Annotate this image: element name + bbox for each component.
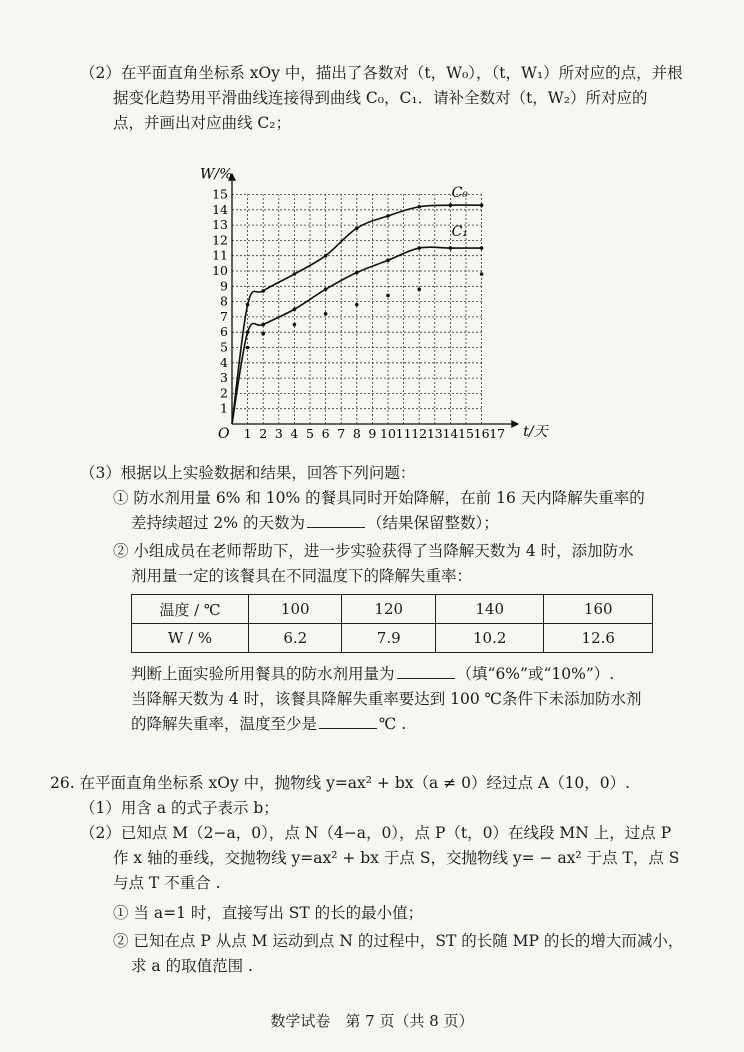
y-tick-label: 5 — [220, 339, 228, 355]
part3-q1a: ① 防水剂用量 6% 和 10% 的餐具同时开始降解，在前 16 天内降解失重率的 — [113, 489, 645, 507]
x-tick-label: 2 — [259, 426, 268, 441]
series-label: C₁ — [451, 224, 468, 241]
series-point-1 — [261, 323, 265, 327]
origin-label: O — [218, 426, 230, 442]
x-tick-label: 12 — [411, 426, 428, 441]
unconnected-point — [480, 272, 484, 276]
x-tick-label: 1 — [243, 426, 252, 441]
series-point-0 — [480, 203, 484, 207]
y-tick-label: 4 — [220, 354, 228, 370]
q26-line8: 求 a 的取值范围 . — [131, 957, 253, 975]
y-tick-label: 6 — [220, 324, 228, 340]
y-axis-label: W/% — [200, 166, 233, 183]
part3-q2a: ② 小组成员在老师帮助下，进一步实验获得了当降解天数为 4 时，添加防水 — [113, 542, 634, 560]
temperature-table — [131, 594, 653, 653]
x-tick-label: 15 — [458, 426, 474, 441]
answer-blank-2[interactable] — [397, 664, 455, 679]
answer-blank-1[interactable] — [307, 513, 365, 528]
y-tick-label: 8 — [220, 293, 228, 309]
x-tick-label: 13 — [426, 426, 443, 441]
x-tick-label: 17 — [489, 426, 506, 441]
series-point-0 — [293, 272, 297, 276]
unconnected-point — [293, 323, 297, 327]
y-tick-label: 10 — [212, 263, 228, 278]
x-tick-label: 6 — [321, 426, 330, 441]
part3-q2c: 判断上面实验所用餐具的防水剂用量为 （填“6%”或“10%”）. — [131, 665, 615, 683]
unconnected-point — [386, 294, 390, 298]
y-tick-label: 14 — [212, 201, 228, 217]
series-point-0 — [355, 226, 359, 230]
x-tick-label: 10 — [380, 426, 396, 441]
chart — [190, 122, 580, 447]
part3-q1b: 差持续超过 2% 的天数为 （结果保留整数）； — [131, 514, 499, 532]
x-tick-label: 9 — [368, 426, 377, 441]
series-point-1 — [449, 246, 453, 250]
series-point-1 — [293, 307, 297, 311]
q26-line4: 作 x 轴的垂线，交抛物线 y=ax² + bx 于点 S，交抛物线 y= − ax² 于点 T，点 S — [113, 849, 680, 867]
unconnected-point — [324, 312, 328, 316]
y-tick-label: 15 — [212, 186, 228, 202]
part3-q2b: 剂用量一定的该餐具在不同温度下的降解失重率： — [131, 567, 473, 585]
q26-line3: （2）已知点 M（2−a，0），点 N（4−a，0），点 P（t，0）在线段 MN 上，过点 P — [80, 824, 672, 842]
q26-line6: ① 当 a=1 时，直接写出 ST 的长的最小值； — [113, 904, 424, 922]
x-tick-label: 8 — [352, 426, 361, 441]
table-row: 温度 / ℃ 100 120 140 160 — [132, 595, 653, 624]
series-point-1 — [246, 330, 250, 334]
y-tick-label: 12 — [212, 232, 228, 248]
x-tick-label: 3 — [274, 426, 283, 441]
unconnected-point — [246, 346, 250, 350]
x-tick-label: 4 — [290, 426, 299, 441]
series-point-0 — [261, 289, 265, 293]
series-point-0 — [449, 203, 453, 207]
unconnected-point — [355, 303, 359, 307]
x-tick-label: 11 — [395, 426, 412, 441]
series-point-0 — [246, 303, 250, 307]
table-row: W / % 6.2 7.9 10.2 12.6 — [132, 624, 653, 653]
answer-blank-3[interactable] — [319, 714, 377, 729]
unconnected-point — [261, 332, 265, 336]
part2-line1: （2）在平面直角坐标系 xOy 中，描出了各数对（t，W₀），（t，W₁）所对应的点，并根 — [80, 64, 683, 82]
y-tick-label: 9 — [220, 278, 228, 294]
q26-line1: 26. 在平面直角坐标系 xOy 中，抛物线 y=ax² + bx（a ≠ 0）经过点 A（10，0）. — [50, 774, 631, 792]
series-point-1 — [480, 246, 484, 250]
part3-line1: （3）根据以上实验数据和结果，回答下列问题： — [80, 464, 416, 482]
x-tick-label: 5 — [306, 426, 314, 441]
part2-line2: 据变化趋势用平滑曲线连接得到曲线 C₀，C₁．请补全数对（t，W₂）所对应的 — [113, 89, 648, 107]
part3-q2e: 的降解失重率，温度至少是 ℃ . — [131, 715, 407, 733]
part2-line3: 点，并画出对应曲线 C₂； — [113, 114, 292, 132]
x-tick-label: 14 — [442, 426, 459, 441]
y-tick-label: 7 — [220, 308, 228, 324]
unconnected-point — [417, 288, 421, 292]
series-point-1 — [417, 246, 421, 250]
q26-line5: 与点 T 不重合 . — [113, 874, 221, 892]
q26-line7: ② 已知在点 P 从点 M 运动到点 N 的过程中，ST 的长随 MP 的长的增大而减小， — [113, 932, 684, 950]
y-tick-label: 2 — [220, 385, 228, 401]
series-point-1 — [355, 271, 359, 275]
series-point-0 — [324, 254, 328, 258]
series-point-1 — [386, 258, 390, 262]
y-tick-label: 1 — [220, 400, 228, 416]
x-axis-label: t/天 — [523, 424, 548, 440]
q26-line2: （1）用含 a 的式子表示 b； — [80, 799, 279, 817]
x-tick-label: 16 — [473, 426, 490, 441]
series-point-0 — [417, 205, 421, 209]
y-tick-label: 13 — [212, 217, 228, 233]
page-footer: 数学试卷 第 7 页（共 8 页） — [270, 1012, 474, 1030]
series-point-0 — [386, 214, 390, 218]
x-axis-arrow — [511, 420, 519, 428]
x-tick-label: 7 — [337, 426, 346, 441]
series-point-1 — [324, 288, 328, 292]
y-tick-label: 3 — [220, 370, 228, 386]
series-label: C₀ — [451, 185, 468, 202]
y-tick-label: 11 — [212, 247, 228, 263]
part3-q2d: 当降解天数为 4 时，该餐具降解失重率要达到 100 ℃条件下未添加防水剂 — [131, 690, 642, 708]
